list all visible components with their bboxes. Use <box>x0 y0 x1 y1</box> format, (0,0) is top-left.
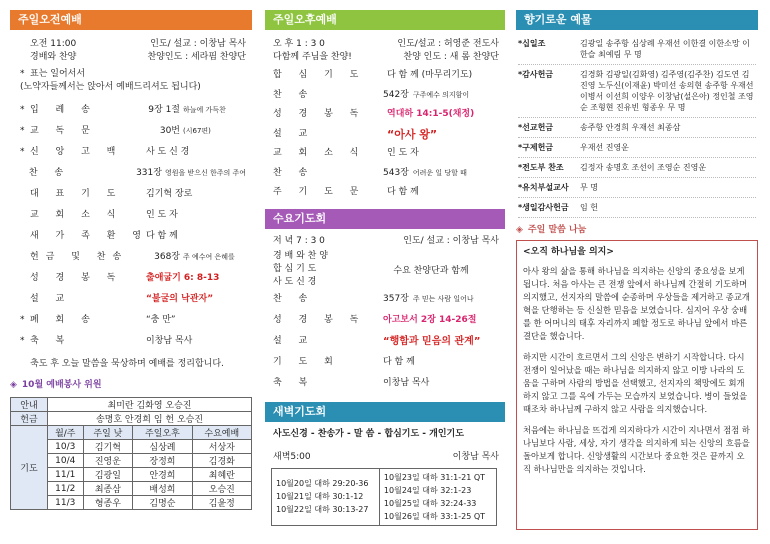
order-value: 30번 <box>159 126 180 136</box>
order-label: 신 앙 고 백 <box>30 147 123 157</box>
header-sunday: 주일 낮 <box>83 426 133 440</box>
diamond-icon: ◈ <box>10 379 17 390</box>
order-item <box>20 142 246 163</box>
order-value: “아사 왕” <box>387 127 438 141</box>
order-item <box>20 310 246 331</box>
offering-row <box>518 118 756 138</box>
offering-names: 김광일 송주항 심상례 우재선 이한결 이한소망 이한슬 최예림 무 명 <box>580 39 750 59</box>
order-item <box>20 121 246 142</box>
morning-service-header: 주일오전예배 <box>10 10 252 30</box>
order-label: 폐 회 송 <box>30 315 97 325</box>
reading: 10월24일 대하 32:1-23 <box>383 485 472 495</box>
order-label: 성 경 봉 독 <box>273 109 366 120</box>
order-item <box>273 144 499 164</box>
order-mark: * <box>20 315 25 325</box>
meditation-box <box>516 240 758 530</box>
table-cell: 최혜란 <box>192 468 251 482</box>
order-item <box>20 289 246 310</box>
order-label: 대 표 기 도 <box>30 189 123 199</box>
order-value: 다 함 께 <box>387 187 419 198</box>
offering-column <box>516 10 758 530</box>
meditation-heading: <오직 하나님을 의지> <box>523 247 614 257</box>
afternoon-column <box>265 10 505 526</box>
table-cell: 김기혁 <box>83 440 133 454</box>
order-label: 설 교 <box>273 335 315 346</box>
offering-header: 향기로운 예물 <box>516 10 758 30</box>
order-note: 어려운 일 당할 때 <box>412 168 467 177</box>
offering-label: *십일조 <box>518 39 546 48</box>
order-value: 역대하 14:1-5(채정) <box>387 109 475 120</box>
header-wednesday: 수요예배 <box>192 426 251 440</box>
order-item <box>273 310 499 331</box>
order-item <box>273 331 499 352</box>
meditation-title: 주일 말씀 나눔 <box>527 224 587 235</box>
order-value: “행함과 믿음의 관계” <box>383 335 481 347</box>
reading: 10월22일 대하 30:13-27 <box>276 505 369 514</box>
order-label: 성 경 봉 독 <box>273 314 366 325</box>
order-label: 교 회 소 식 <box>30 210 123 220</box>
table-cell: 김경화 <box>192 454 251 468</box>
table-cell: 오승진 <box>192 482 251 496</box>
order-item <box>273 352 499 373</box>
order-label: 새 가 족 환 영 <box>30 231 148 241</box>
order-value: 368장 <box>154 252 180 262</box>
offering-label: *감사헌금 <box>518 70 554 79</box>
table-cell: 10/3 <box>48 440 84 454</box>
meditation-paragraph: 하지만 시간이 흐르면서 그의 신앙은 변하기 시작합니다. 다시 전쟁이 일어났을 때는 하나님을 의지하지 않고 이방 나라의 도움을 구하며 사람의 방법을 선택했고, 선지자의 책망에도 회개하지 않고 그를 옥에 가두는 모습까지 보였습니다. 병이 들었을 때조차 하나님께 구하지 않고 사람을 의지했습니다. <box>523 352 748 414</box>
afternoon-praise: 다함께 주님을 찬양! <box>273 52 352 62</box>
order-label: 찬 송 <box>273 89 315 100</box>
order-label: 기 도 회 <box>273 356 340 367</box>
order-label: 찬 송 <box>273 167 315 178</box>
meditation-paragraph: 아사 왕의 삶을 통해 하나님을 의지하는 신앙의 중요성을 보게 됩니다. 처음 아사는 큰 전쟁 앞에서 하나님께 간절히 기도하며 의지했고, 선지자의 말씀에 순종하며 우상들을 제거하고 종교개혁을 단행하는 등 신실한 믿음을 보였습니다. 심지어 우상 숭배를 한 어머니의 태후 자리까지 폐할 정도로 하나님 앞에서 바른 결단을 했습니다. <box>523 266 750 341</box>
order-label: 성 경 봉 독 <box>30 273 123 283</box>
offering-row <box>518 198 756 218</box>
offering-names: 김정자 송명호 조선이 조영순 진영운 <box>580 163 707 172</box>
order-item <box>20 226 246 247</box>
order-value: 김기혁 장로 <box>146 189 193 199</box>
table-cell: 배성희 <box>133 482 192 496</box>
order-value: 출애굽기 6: 8-13 <box>146 273 220 283</box>
offering-label: *전도부 찬조 <box>518 163 564 172</box>
order-item <box>20 100 246 121</box>
wednesday-time: 저 녁 7 : 3 0 <box>273 235 325 246</box>
order-label: 찬 송 <box>273 293 315 304</box>
order-item <box>20 163 246 184</box>
offering-names: 임 헌 <box>580 203 598 212</box>
morning-service-column: 주일오전예배 오전 11:00 인도/ 설교 : 이창남 목사 경배와 찬양 찬양인도 : 세라핌 찬양단 * 표는 일어서서 (노약자들께서는 앉아서 예배드리셔도 됩니다) * 입 례 송 9장 1절 하늘에 가득찬 * 교 독 문 30번 (시67편) * 신 앙 고 백 사 도 신 경 찬 송 331장 영원을 받으신 한주의 주여 대 표 기 도 김기혁 장로 교 회 소 식 인 도 자 새 가 족 환 영 다 함 께 헌금 및 찬송 368장 주 예수여 은혜를 성 경 봉 독 출애굽기 6: 8-13 설 교 “불굴의 낙관자” * 폐 회 송 “충 만” * 축 복 이창남 목사 축도 후 오늘 말씀을 묵상하며 예배를 정리합니다. ◈ 10월 예배봉사 위원 안내 최미란 김화영 오승진 헌금 송명호 안경희 임 헌 오승진 기도 월/주 주일 낮 주일오후 수요예배 10/3 김기혁 심상례 서상자 10/4 진영운 장정희 김경화 11/1 김광일 안경희 최혜란 11/2 최종삼 배성희 오승진 11/3 형종우 김명순 김윤정 <box>10 10 252 510</box>
dawn-reading-table <box>271 468 497 526</box>
afternoon-time: 오 후 1 : 3 0 <box>273 39 325 49</box>
table-row <box>11 496 252 510</box>
order-label: 설 교 <box>273 128 315 139</box>
wednesday-group-label: 사 도 신 경 <box>273 276 317 287</box>
order-value: 다 함 께 <box>383 356 415 367</box>
order-item <box>273 183 499 203</box>
offering-row <box>518 138 756 158</box>
morning-choir: 경배와 찬양 <box>30 52 77 62</box>
table-cell: 김윤정 <box>192 496 251 510</box>
order-item <box>20 331 246 352</box>
order-value: 다 함 께 <box>146 231 178 241</box>
offering-names: 김경화 김광일(김화영) 김주영(김주찬) 김도연 김진영 노두신(이재윤) 박미선 송의현 송주항 우재선 이병서 이선희 이양우 이창남(설은아) 정인철 조영순 조형현 진유빈 형종우 무 명 <box>580 70 754 112</box>
order-label: 합 심 기 도 <box>273 70 366 81</box>
order-label: 설 교 <box>30 294 72 304</box>
order-label: 축 복 <box>30 336 72 346</box>
order-item <box>20 205 246 226</box>
table-cell: 11/1 <box>48 468 84 482</box>
offering-names: 송명호 안경희 임 헌 오승진 <box>48 412 252 426</box>
order-item <box>20 184 246 205</box>
guide-label: 안내 <box>11 398 48 412</box>
offering-names: 우재선 진영운 <box>580 143 629 152</box>
order-note: 주 예수여 은혜를 <box>183 253 235 261</box>
order-mark: * <box>20 105 25 115</box>
table-cell: 장정희 <box>133 454 192 468</box>
order-value: “충 만” <box>146 315 176 325</box>
prayer-label: 기도 <box>11 426 48 510</box>
dawn-header: 새벽기도회 <box>265 402 505 422</box>
order-value: 543장 <box>383 167 409 178</box>
table-row <box>11 468 252 482</box>
standing-notice-sub: (노약자들께서는 앉아서 예배드리셔도 됩니다) <box>20 82 201 92</box>
dawn-time: 새벽5:00 <box>273 451 311 462</box>
table-cell: 진영운 <box>83 454 133 468</box>
table-cell: 11/3 <box>48 496 84 510</box>
offering-names: 무 명 <box>580 183 598 192</box>
order-value: 357장 <box>383 293 409 304</box>
offering-names: 송주항 안경희 우재선 최종삼 <box>580 123 681 132</box>
header-week: 월/주 <box>48 426 84 440</box>
afternoon-praise-leader: 찬양 인도 : 새 롬 찬양단 <box>403 52 499 62</box>
table-row <box>11 454 252 468</box>
wednesday-group-label: 합 심 기 도 <box>273 263 317 274</box>
order-label: 찬 송 <box>28 168 71 178</box>
morning-choir-leader: 찬양인도 : 세라핌 찬양단 <box>147 52 246 62</box>
wednesday-group-label: 경 배 와 찬 양 <box>273 250 328 261</box>
order-value: 인 도 자 <box>146 210 178 220</box>
header-afternoon: 주일오후 <box>133 426 192 440</box>
order-item <box>273 373 499 394</box>
guide-names: 최미란 김화영 오승진 <box>48 398 252 412</box>
morning-leader: 인도/ 설교 : 이창남 목사 <box>150 39 246 49</box>
order-label: 입 례 송 <box>30 105 97 115</box>
order-mark: * <box>20 147 25 157</box>
order-item <box>273 289 499 310</box>
order-note: 구주예수 의지함이 <box>412 90 470 99</box>
order-value: 사 도 신 경 <box>146 147 190 157</box>
order-value: 인 도 자 <box>387 148 419 159</box>
table-cell: 심상례 <box>133 440 192 454</box>
offering-row <box>518 65 756 118</box>
order-value: 331장 <box>136 168 162 178</box>
wednesday-group-value: 수요 찬양단과 함께 <box>393 265 469 276</box>
offering-row <box>518 178 756 198</box>
reading: 10월21일 대하 30:1-12 <box>276 492 364 501</box>
meditation-paragraph: 처음에는 하나님을 뜨겁게 의지하다가 시간이 지나면서 점점 하나님보다 사람, 세상, 자기 생각을 의지하게 되는 신앙의 흐름을 돌아보게 합니다. 신앙생활의 시간보다 중요한 것은 끝까지 오직 하나님만을 의지하는 것입니다. <box>523 425 750 474</box>
offering-label: *유치부설교사 <box>518 183 569 192</box>
wednesday-leader: 인도/ 설교 : 이창남 목사 <box>403 235 499 246</box>
table-cell: 김명순 <box>133 496 192 510</box>
order-note: 하늘에 가득찬 <box>183 106 226 114</box>
order-item <box>20 247 246 268</box>
dawn-order: 사도신경 - 찬송가 - 말 씀 - 합심기도 - 개인기도 <box>273 428 464 439</box>
order-note: 영원을 받으신 한주의 주여 <box>164 169 247 177</box>
order-value: 아고보서 2장 14-26절 <box>383 314 477 325</box>
reading: 10월26일 대하 33:1-25 QT <box>383 511 486 521</box>
offering-label: *생일감사헌금 <box>518 203 569 212</box>
order-value: “불굴의 낙관자” <box>146 294 214 304</box>
table-cell: 11/2 <box>48 482 84 496</box>
diamond-icon: ◈ <box>516 224 523 235</box>
volunteer-title: 10월 예배봉사 위원 <box>21 379 102 390</box>
order-mark: * <box>20 336 25 346</box>
table-row <box>11 482 252 496</box>
reading: 10월25일 대하 32:24-33 <box>383 498 477 508</box>
order-label: 헌금 및 찬송 <box>30 252 129 262</box>
order-value: 9장 1절 <box>148 105 180 115</box>
order-value: 이창남 목사 <box>146 336 193 346</box>
order-item <box>273 66 499 86</box>
standing-notice: 표는 일어서서 <box>30 69 86 79</box>
afternoon-service-header: 주일오후예배 <box>265 10 505 30</box>
table-cell: 형종우 <box>83 496 133 510</box>
table-cell: 10/4 <box>48 454 84 468</box>
order-label: 축 복 <box>273 377 315 388</box>
morning-time: 오전 11:00 <box>30 39 77 49</box>
table-row <box>11 440 252 454</box>
order-mark: * <box>20 126 25 136</box>
order-value: 다 함 께 (마무리기도) <box>387 70 473 81</box>
table-cell: 최종삼 <box>83 482 133 496</box>
order-item <box>273 164 499 184</box>
reading: 10월23일 대하 31:1-21 QT <box>383 472 486 482</box>
volunteer-table <box>10 397 252 510</box>
wednesday-header: 수요기도회 <box>265 209 505 229</box>
order-note: 주 믿는 사람 일어나 <box>412 294 474 303</box>
order-label: 주 기 도 문 <box>273 187 366 198</box>
dawn-leader: 이창남 목사 <box>452 451 499 462</box>
order-item <box>273 125 499 145</box>
order-item <box>273 105 499 125</box>
order-note: (시67편) <box>183 127 211 135</box>
afternoon-leader: 인도/설교 : 허영준 전도사 <box>397 39 499 49</box>
order-value: 542장 <box>383 89 409 100</box>
table-cell: 안경희 <box>133 468 192 482</box>
order-item <box>20 268 246 289</box>
order-item <box>273 86 499 106</box>
offering-label: *구제헌금 <box>518 143 554 152</box>
offering-label: *선교헌금 <box>518 123 554 132</box>
order-label: 교 회 소 식 <box>273 148 366 159</box>
order-value: 이창남 목사 <box>383 377 430 388</box>
closing-text: 축도 후 오늘 말씀을 묵상하며 예배를 정리합니다. <box>30 359 224 369</box>
offering-row <box>518 158 756 178</box>
reading: 10월20일 대하 29:20-36 <box>276 479 369 488</box>
offering-row <box>518 34 756 65</box>
offering-label: 헌금 <box>11 412 48 426</box>
table-cell: 김광일 <box>83 468 133 482</box>
table-cell: 서상자 <box>192 440 251 454</box>
order-label: 교 독 문 <box>30 126 97 136</box>
